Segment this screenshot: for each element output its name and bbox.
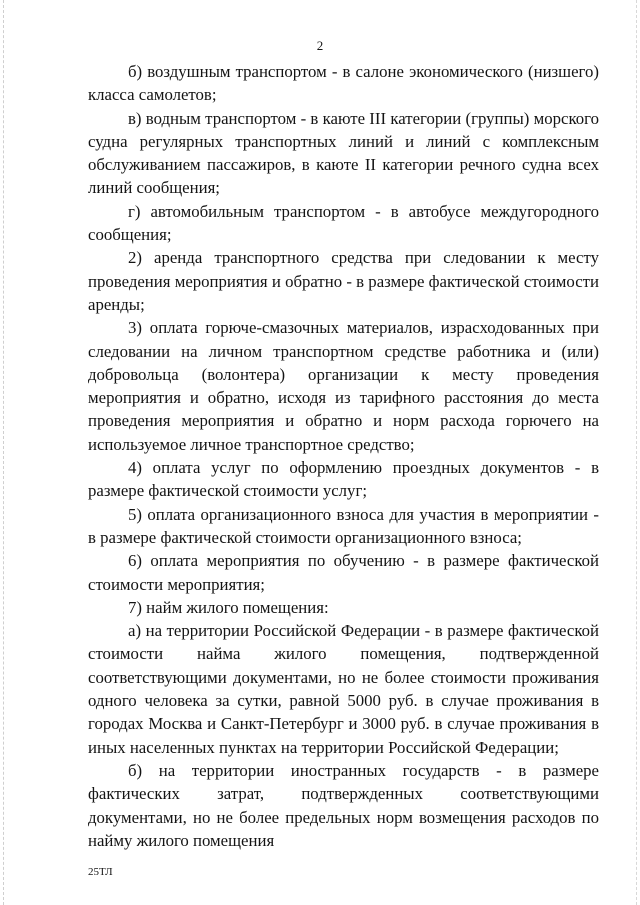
paragraph-air-transport: б) воздушным транспортом - в салоне экономического (низшего) класса самолетов;	[88, 62, 599, 105]
paragraph-organizational-fee: 5) оплата организационного взноса для участия в мероприятии - в размере фактической стоимости организационного взноса;	[88, 504, 599, 547]
scan-edge-right	[636, 0, 637, 905]
page-number: 2	[316, 38, 324, 53]
paragraph-accommodation: 7) найм жилого помещения:	[128, 597, 329, 617]
paragraph-accommodation-russia: а) на территории Российской Федерации - в размере фактической стоимости найма жилого помещения, подтвержденной соответствующими документами, но не более стоимости проживания одного человека за сутки, равной 5000 руб. в случае проживания в городах Москва и Санкт-Петербург и 3000 руб. в случае проживания в иных населенных пунктах на территории Российской Федерации;	[88, 621, 599, 757]
scan-edge-left	[3, 0, 4, 905]
paragraph-fuel-payment: 3) оплата горюче-смазочных материалов, израсходованных при следовании на личном транспортном средстве работника и (или) добровольца (волонтера) организации к месту проведения мероприятия и обратно, исходя из тарифного расстояния до места проведения мероприятия и обратно и норм расхода горючего на используемое личное транспортное средство;	[88, 318, 599, 454]
paragraph-road-transport: г) автомобильным транспортом - в автобусе междугородного сообщения;	[88, 201, 599, 245]
paragraph-vehicle-rental: 2) аренда транспортного средства при следовании к месту проведения мероприятия и обратно - в размере фактической стоимости аренды;	[88, 248, 599, 314]
footer-document-code: 25ТЛ	[88, 866, 113, 878]
paragraph-accommodation-abroad: б) на территории иностранных государств - в размере фактических затрат, подтвержденных соответствующими документами, но не более предельных норм возмещения расходов по найму жилого помещения	[88, 760, 599, 850]
paragraph-water-transport: в) водным транспортом - в каюте III категории (группы) морского судна регулярных транспортных линий и линий с комплексным обслуживанием пассажиров, в каюте II категории речного судна всех линий сообщения;	[88, 108, 599, 198]
paragraph-travel-documents: 4) оплата услуг по оформлению проездных документов - в размере фактической стоимости услуг;	[88, 458, 599, 501]
document-body	[88, 60, 599, 852]
paragraph-training: 6) оплата мероприятия по обучению - в размере фактической стоимости мероприятия;	[88, 551, 599, 594]
